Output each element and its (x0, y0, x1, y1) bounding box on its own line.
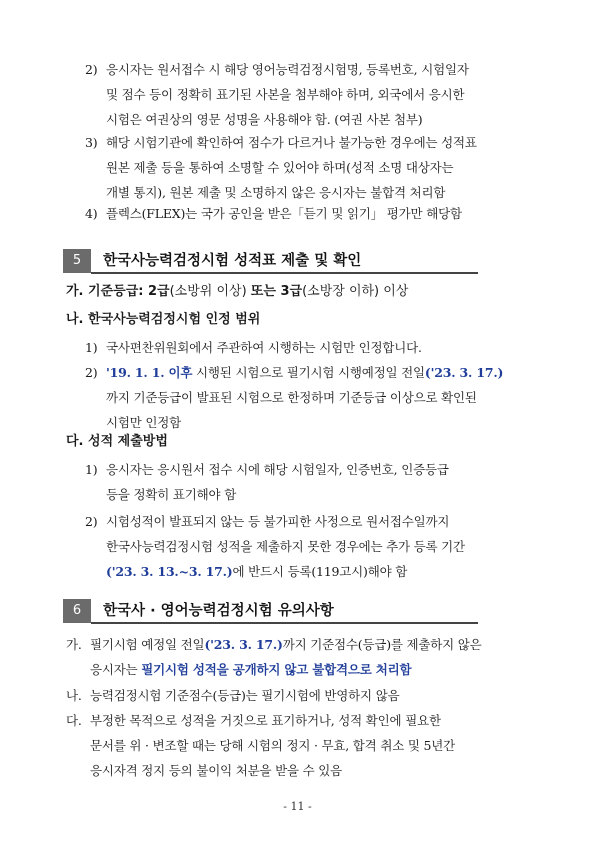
list-item (85, 457, 555, 507)
item-line: 국사편찬위원회에서 주관하여 시행하는 시험만 인정합니다. (106, 340, 422, 355)
item-line: 플렉스(FLEX)는 국가 공인을 받은「듣기 및 읽기」 평가만 해당함 (106, 206, 462, 221)
item-line: 시험만 인정함 (106, 415, 182, 430)
date-highlight: '19. 1. 1. 이후 (106, 365, 193, 380)
item-number: 1) (85, 340, 98, 355)
item-number: 나. (66, 688, 82, 703)
item-line: 시험성적이 발표되지 않는 등 불가피한 사정으로 원서접수일까지 (106, 514, 450, 529)
section-5-header (63, 249, 483, 273)
section-6-header (63, 599, 483, 623)
item-line: 응시자는 원서접수 시 해당 영어능력검정시험명, 등록번호, 시험일자 (106, 62, 469, 77)
item-line: 까지 기준등급이 발표된 시험으로 한정하며 기준등급 이상으로 확인된 (106, 390, 477, 405)
item-line: 등을 정확히 표기해야 함 (106, 487, 237, 502)
item-line: 및 점수 등이 정확히 표기된 사본을 첨부해야 하며, 외국에서 응시한 (106, 87, 465, 102)
item-text: 까지 기준점수(등급)를 제출하지 않은 (282, 637, 482, 652)
item-line: 응시자격 정지 등의 불이익 처분을 받을 수 있음 (90, 763, 343, 778)
item-line: 응시자는 응시원서 접수 시에 해당 시험일자, 인증번호, 인증등급 (106, 462, 449, 477)
submission-method-heading: 다. 성적 제출방법 (66, 434, 168, 449)
grade-3: 3급 (280, 284, 303, 299)
page-number: - 11 - (283, 800, 312, 813)
list-item (85, 335, 555, 360)
list-item (85, 130, 555, 205)
list-item (66, 683, 556, 708)
item-number: 1) (85, 462, 98, 477)
recognition-scope-heading: 나. 한국사능력검정시험 인정 범위 (66, 312, 261, 327)
date-highlight: ('23. 3. 13.~3. 17.) (106, 564, 233, 579)
item-text: 시행된 시험으로 필기시험 시행예정일 전일 (192, 365, 425, 380)
section-title: 한국사 · 영어능력검정시험 유의사항 (103, 603, 334, 619)
item-line: 원본 제출 등을 통하여 소명할 수 있어야 하며(성적 소명 대상자는 (106, 160, 454, 175)
item-text: 응시자는 (90, 662, 142, 677)
item-number: 2) (85, 62, 98, 77)
list-item (66, 708, 556, 783)
item-line: 문서를 위 · 변조할 때는 당해 시험의 정지 · 무효, 합격 취소 및 5년간 (90, 738, 456, 753)
grade-3-note: (소방장 이하) 이상 (302, 284, 409, 299)
item-line: 능력검정시험 기준점수(등급)는 필기시험에 반영하지 않음 (90, 688, 400, 703)
item-number: 2) (85, 514, 98, 529)
list-item (85, 360, 555, 435)
item-line: 시험은 여권상의 영문 성명을 사용해야 함. (여권 사본 첨부) (106, 112, 423, 127)
grade-2: 2급 (147, 284, 170, 299)
item-line: 부정한 목적으로 성적을 거짓으로 표기하거나, 성적 확인에 필요한 (90, 713, 441, 728)
item-line: 개별 통지), 원본 제출 및 소명하지 않은 응시자는 불합격 처리함 (106, 185, 446, 200)
list-item (85, 509, 555, 584)
date-highlight: ('23. 3. 17.) (424, 365, 504, 380)
item-number: 다. (66, 713, 82, 728)
grade-2-note: (소방위 이상) (169, 284, 251, 299)
section-number: 6 (63, 599, 91, 623)
emphasis-text: 필기시험 성적을 공개하지 않고 불합격으로 처리함 (141, 662, 412, 677)
item-number: 가. (66, 637, 82, 652)
criteria-grade (66, 282, 408, 302)
section-title: 한국사능력검정시험 성적표 제출 및 확인 (103, 253, 362, 269)
item-text: 필기시험 예정일 전일 (90, 637, 205, 652)
item-number: 3) (85, 135, 98, 150)
list-item (85, 57, 555, 132)
date-highlight: ('23. 3. 17.) (204, 637, 283, 652)
list-item (85, 201, 555, 226)
section-number: 5 (63, 249, 91, 273)
list-item (66, 632, 556, 682)
item-text: 에 반드시 등록(119고시)해야 함 (232, 564, 408, 579)
item-number: 2) (85, 365, 98, 380)
or-text: 또는 (250, 284, 281, 299)
item-number: 4) (85, 206, 98, 221)
item-line: 해당 시험기관에 확인하여 점수가 다르거나 불가능한 경우에는 성적표 (106, 135, 477, 150)
section-underline (91, 622, 478, 624)
section-underline (91, 272, 478, 274)
item-line: 한국사능력검정시험 성적을 제출하지 못한 경우에는 추가 등록 기간 (106, 539, 465, 554)
criteria-label: 가. 기준등급: (66, 284, 148, 299)
